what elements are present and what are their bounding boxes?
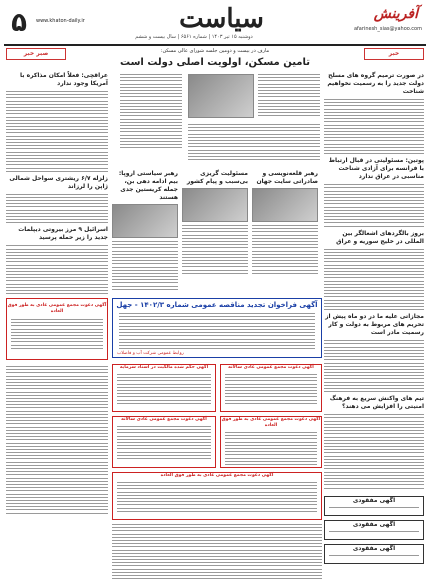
right-story-headline: مجازاتی علیه ما در دو ماه پیش از تحریم های مربوط به دولت و کار رسمیت مادر است	[325, 313, 424, 337]
left-notice	[6, 298, 108, 360]
left-column	[6, 64, 108, 296]
left-story-headline: زلزله ۶/۷ ریشتری سواحل شمالی ژاپن را لرزاند	[9, 174, 108, 190]
tender-notice	[112, 298, 322, 358]
news-section-tag: خبر	[364, 48, 424, 60]
notice-title: آگهی دعوت مجمع عمومی عادی سالانه	[228, 365, 314, 370]
lost-notice	[324, 520, 424, 540]
left-story-headline: اسرائیل ۹ مرز بیروتی دیپلمات جدید را زیر حمله پرسید	[18, 226, 108, 242]
right-story-headline: در صورت ترمیم گروه های مسلح دولت جدید را به رسمیت نخواهیم شناخت	[327, 72, 424, 95]
lead-headline: تامین مسکن، اولویت اصلی دولت است	[119, 57, 310, 68]
lost-notice-title: آگهی مفقودی	[352, 497, 396, 504]
middle-stories	[112, 170, 318, 294]
masthead-rule	[4, 44, 426, 46]
notice-title: آگهی دعوت مجمع عمومی عادی به طور فوق العاده	[221, 417, 321, 428]
right-story-headline: تیم های واکنش سریع به فرهنگ امنیتی را افزایش می دهند؟	[329, 395, 424, 411]
notice-ad	[112, 472, 322, 520]
right-story-headline: پوتین: مسئولیتی در قبال ارتباط با فرانسه برای آزادی شناخت مناسبی در عراق ندارد	[328, 157, 424, 181]
left-bottom-text	[6, 366, 108, 516]
foreign-section-tag: صبر خبر	[6, 48, 66, 60]
story-photo	[252, 188, 318, 222]
notice-ad	[220, 416, 322, 468]
notice-ad	[220, 364, 322, 412]
tender-footer: روابط عمومی شرکت آب و فاضلاب	[117, 351, 184, 357]
lead-kicker: مارف در بیست و دومین جلسه شورای عالی مسکن:	[160, 48, 270, 54]
notice-title: آگهی حکم شده مالکیت در اسناد سرمایه	[119, 365, 209, 370]
page-number: ۵	[11, 8, 27, 38]
tender-title: آگهی فراخوان تجدید مناقصه عمومی شماره ۱۴۰۲/۳ - جهل	[116, 301, 318, 309]
lead-text-col-2	[120, 74, 182, 151]
site-url[interactable]: www.khaton-daily.ir	[36, 18, 85, 24]
brand-email[interactable]: afarinesh_sias@yahoo.com	[353, 26, 422, 32]
lost-notice-title: آگهی مفقودی	[352, 521, 396, 528]
right-story-headline: بروز بالگردهای اشغالگر بین المللی در خلیج سوریه و عراق	[336, 229, 424, 245]
lost-notice	[324, 544, 424, 564]
middle-story-headline: رهبر سیاستی اروپا: بیم ادامه دهی بن، جمله کریستین جدی هستند	[118, 170, 178, 201]
notice-ad	[112, 416, 216, 468]
left-story-headline: عراقچی: فعلاً امکان مذاکره با آمریکا وجود ندارد	[20, 72, 108, 87]
notice-ad	[112, 364, 216, 412]
bottom-notices-text	[112, 524, 322, 581]
lost-notice	[324, 496, 424, 516]
masthead	[4, 4, 426, 42]
notice-title: آگهی دعوت مجمع عمومی عادی سالانه	[121, 417, 207, 422]
middle-story-headline: مسئولیت گریزی بی‌سبب و پیام کشور	[186, 170, 248, 185]
story-photo	[112, 204, 178, 238]
lead-text-col-3	[188, 124, 320, 162]
notice-title: آگهی دعوت مجمع عمومی عادی به طور فوق العاده	[7, 303, 107, 314]
lead-photo	[188, 74, 254, 118]
notice-title: آگهی دعوت مجمع عمومی عادی به طور فوق العاده	[160, 473, 274, 478]
dateline: دوشنبه ۱۵ تیر ۱۴۰۳ | شماره ۶۵۶۱ | سال بیست و ششم	[135, 34, 253, 40]
brand-script-logo: آفرینش	[373, 6, 418, 22]
story-photo	[182, 188, 248, 222]
lost-notice-title: آگهی مفقودی	[352, 545, 396, 552]
lead-text-col-1	[258, 74, 320, 119]
newspaper-brand: سیاست	[179, 4, 264, 34]
right-column	[324, 64, 424, 491]
middle-story-headline: رهبر قلعه‌نویسی و صادراتی سایت جهان	[256, 170, 318, 185]
